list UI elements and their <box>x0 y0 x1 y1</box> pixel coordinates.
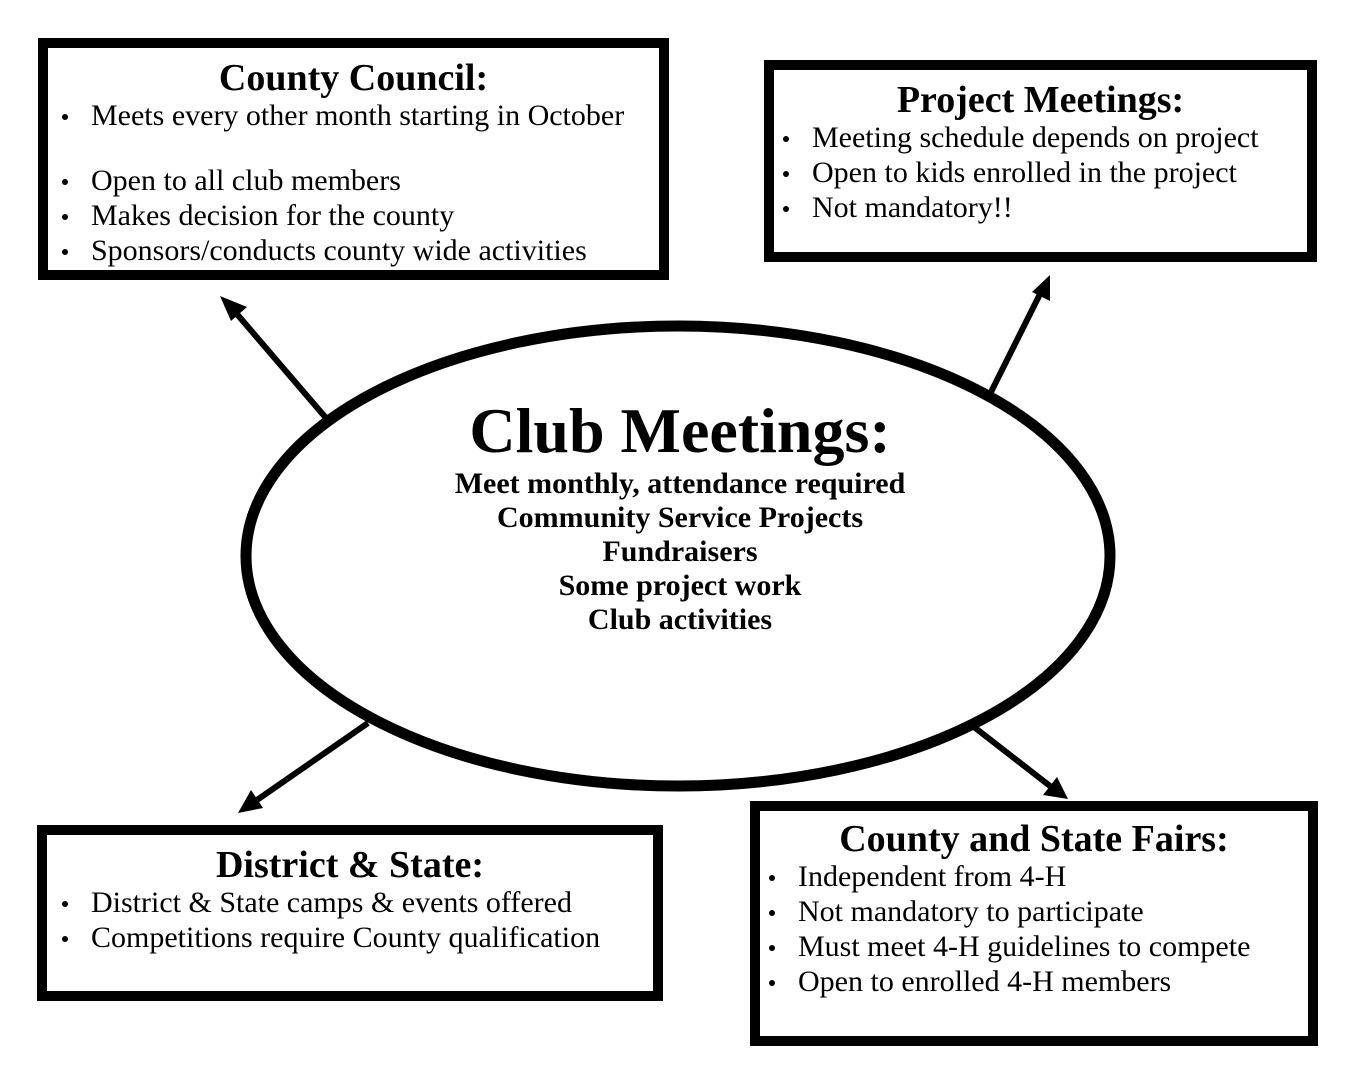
county-council-title: County Council: <box>218 57 489 99</box>
club-meetings-center <box>380 395 980 637</box>
club-meetings-title: Club Meetings: <box>469 395 891 466</box>
arrow-to-fairs <box>974 727 1050 786</box>
county-council-box <box>38 38 669 280</box>
county-state-fairs-title: County and State Fairs: <box>839 818 1229 860</box>
district-state-box <box>37 825 663 1001</box>
arrow-to-project-meetings <box>990 294 1040 394</box>
project-meetings-list <box>774 120 1307 225</box>
list-item: Not mandatory!! <box>774 190 1307 225</box>
county-council-list <box>48 98 659 268</box>
list-item: Meets every other month starting in October <box>53 98 659 133</box>
arrow-to-county-council <box>236 313 326 418</box>
list-item: Independent from 4-H <box>760 859 1308 894</box>
list-item: Open to enrolled 4-H members <box>760 964 1308 999</box>
list-item: Sponsors/conducts county wide activities <box>53 233 659 268</box>
district-state-list <box>47 885 653 955</box>
list-item: Open to all club members <box>53 163 659 198</box>
project-meetings-title: Project Meetings: <box>896 79 1185 121</box>
list-item: Competitions require County qualification <box>53 920 653 955</box>
district-state-title: District & State: <box>215 844 484 886</box>
list-item: Meeting schedule depends on project <box>774 120 1307 155</box>
list-item: Makes decision for the county <box>53 198 659 233</box>
club-line: Club activities <box>587 603 773 636</box>
county-state-fairs-box <box>750 801 1318 1046</box>
club-line: Fundraisers <box>602 535 758 568</box>
county-state-fairs-list <box>760 859 1308 999</box>
arrow-to-district-state <box>257 723 368 800</box>
club-line: Community Service Projects <box>496 501 863 534</box>
project-meetings-box <box>764 60 1317 262</box>
list-item: District & State camps & events offered <box>53 885 653 920</box>
list-item: Not mandatory to participate <box>760 894 1308 929</box>
list-item: Must meet 4-H guidelines to compete <box>760 929 1308 964</box>
club-line: Some project work <box>558 569 802 602</box>
club-line: Meet monthly, attendance required <box>454 467 906 500</box>
list-item: Open to kids enrolled in the project <box>774 155 1307 190</box>
